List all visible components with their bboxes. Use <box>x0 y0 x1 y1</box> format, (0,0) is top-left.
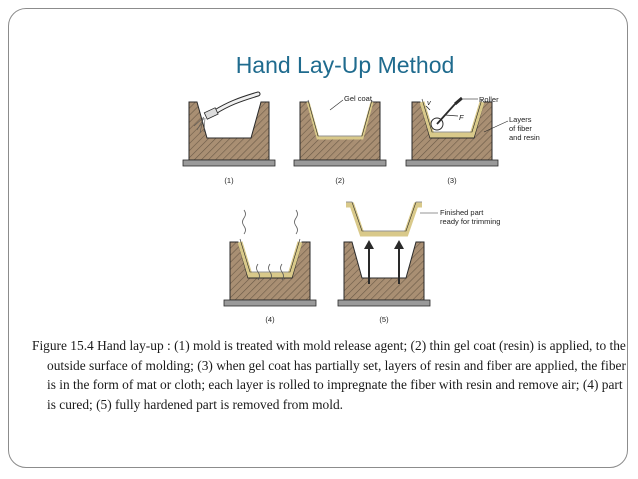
step-2-number: (2) <box>335 176 345 185</box>
figure-caption: Figure 15.4 Hand lay-up : (1) mold is treated with mold release agent; (2) thin gel coat (resin) is applied, to the outside surface of molding; (3) when gel coat has partially set, layers of resin and fiber are applied, the fiber is in the form of mat or cloth; each layer is rolled to impregnate the fiber with resin and remove air; (4) part is cured; (5) fully hardened part is removed from mold. <box>32 338 626 412</box>
lift-arrows <box>364 240 404 284</box>
layers-label-2: of fiber <box>509 124 532 133</box>
layers-label-1: Layers <box>509 115 532 124</box>
step-3-number: (3) <box>447 176 457 185</box>
step-1-number: (1) <box>224 176 234 185</box>
step-5-mold <box>338 242 430 306</box>
step-1-mold <box>183 102 275 166</box>
gel-coat-leader <box>330 100 343 110</box>
force-label: F <box>459 113 464 122</box>
step-3-mold <box>406 99 498 166</box>
layers-label-3: and resin <box>509 133 540 142</box>
gel-coat-label: Gel coat <box>344 94 372 103</box>
slide-title: Hand Lay-Up Method <box>235 52 455 78</box>
finished-part-label-2: ready for trimming <box>440 217 501 226</box>
step-2-mold <box>294 100 386 166</box>
roller-label: Roller <box>479 95 499 104</box>
finished-part <box>346 202 422 234</box>
step-4-number: (4) <box>265 315 275 324</box>
step-5-number: (5) <box>379 315 389 324</box>
velocity-label: v <box>427 98 431 107</box>
finished-part-label-1: Finished part <box>440 208 484 217</box>
roller-icon <box>426 98 478 130</box>
